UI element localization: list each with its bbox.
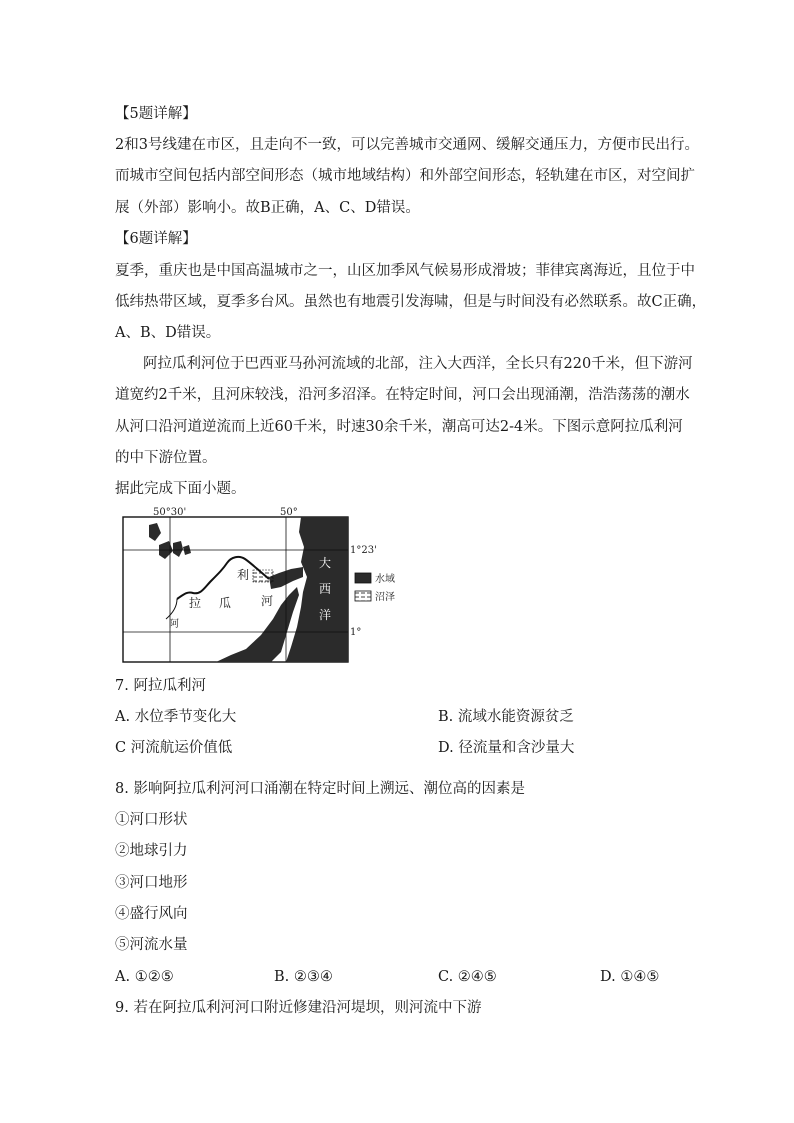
latitude-label-top: 1°23' (350, 545, 377, 556)
q9-stem: 9. 若在阿拉瓜利河河口附近修建沿河堤坝，则河流中下游 (115, 1000, 482, 1016)
legend-water-swatch (355, 573, 371, 583)
section6-line-3: A、B、D错误。 (115, 325, 221, 341)
latitude-label-bottom: 1° (350, 627, 362, 638)
legend-water-label: 水域 (375, 574, 395, 585)
q8-option-b[interactable]: B. ②③④ (274, 969, 333, 985)
passage-line-3: 从河口沿河道逆流而上近60千米，时速30余千米，潮高可达2-4米。下图示意阿拉瓜利河 (115, 419, 683, 435)
section5-heading: 【5题详解】 (115, 106, 197, 122)
section6-line-2: 低纬热带区域，夏季多台风。虽然也有地震引发海啸，但是与时间没有必然联系。故C正确， (115, 294, 707, 310)
q7-option-b[interactable]: B. 流域水能资源贫乏 (438, 709, 574, 725)
q7-option-a[interactable]: A. 水位季节变化大 (115, 709, 237, 725)
q7-option-c[interactable]: C 河流航运价值低 (115, 740, 233, 756)
q8-item-4: ④盛行风向 (115, 906, 188, 922)
q8-item-3: ③河口地形 (115, 875, 188, 891)
q7-option-d[interactable]: D. 径流量和含沙量大 (438, 740, 575, 756)
ocean-char-3: 洋 (319, 608, 332, 622)
passage-line-2: 道宽约2千米，且河床较浅，沿河多沼泽。在特定时间，河口会出现涌潮，浩浩荡荡的潮水 (115, 387, 690, 403)
legend-marsh-label: 沼泽 (375, 592, 395, 603)
q8-option-d[interactable]: D. ①④⑤ (600, 969, 660, 985)
q8-option-a[interactable]: A. ①②⑤ (115, 969, 174, 985)
q8-stem: 8. 影响阿拉瓜利河河口涌潮在特定时间上溯远、潮位高的因素是 (115, 781, 525, 797)
section6-heading: 【6题详解】 (115, 231, 197, 247)
river-map-figure (121, 507, 411, 665)
longitude-label-left: 50°30' (153, 507, 187, 518)
section5-line-3: 展（外部）影响小。故B正确，A、C、D错误。 (115, 200, 420, 216)
longitude-label-right: 50° (280, 507, 298, 518)
legend-marsh-swatch (355, 591, 371, 601)
passage-line-1: 阿拉瓜利河位于巴西亚马孙河流域的北部，注入大西洋，全长只有220千米，但下游河 (143, 356, 693, 372)
q7-stem: 7. 阿拉瓜利河 (115, 678, 206, 694)
q8-option-c[interactable]: C. ②④⑤ (438, 969, 497, 985)
river-char-2: 瓜 (219, 596, 232, 610)
river-char-3: 利 (237, 568, 250, 582)
q8-item-1: ①河口形状 (115, 812, 188, 828)
river-char-4: 河 (261, 594, 274, 608)
ocean-char-2: 西 (319, 582, 332, 596)
passage-line-4: 的中下游位置。 (115, 450, 217, 466)
river-source-char: 阿 (169, 619, 179, 630)
section5-line-1: 2和3号线建在市区，且走向不一致，可以完善城市交通网、缓解交通压力，方便市民出行。 (115, 137, 699, 153)
q8-item-2: ②地球引力 (115, 843, 188, 859)
river-char-1: 拉 (189, 596, 202, 610)
passage-instruction: 据此完成下面小题。 (115, 481, 246, 497)
section6-line-1: 夏季，重庆也是中国高温城市之一，山区加季风气候易形成滑坡；菲律宾离海近，且位于中 (115, 263, 695, 279)
section5-line-2: 而城市空间包括内部空间形态（城市地域结构）和外部空间形态，轻轨建在市区，对空间扩 (115, 168, 695, 184)
ocean-char-1: 大 (319, 556, 332, 570)
q8-item-5: ⑤河流水量 (115, 937, 188, 953)
marsh-area (253, 570, 273, 582)
